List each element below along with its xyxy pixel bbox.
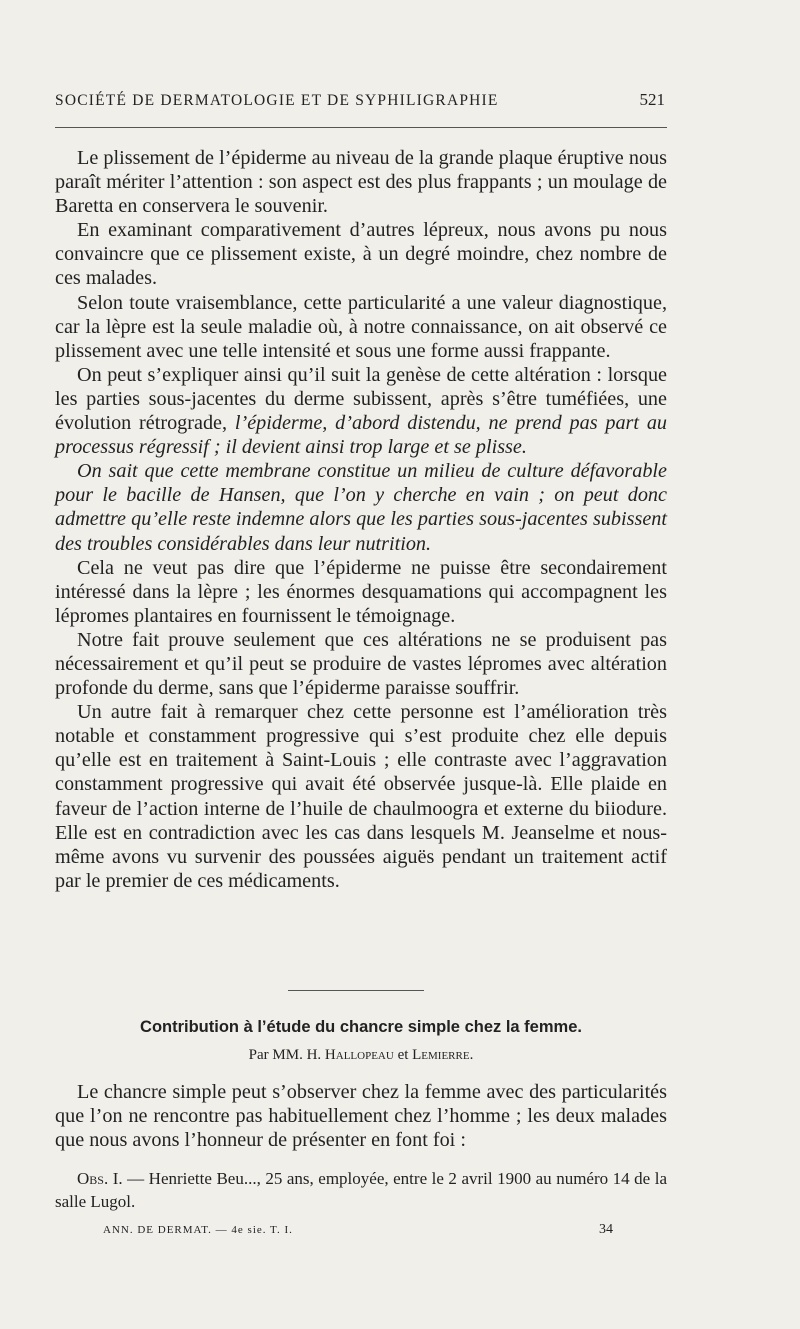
header-rule [55,127,667,128]
section-title: Contribution à l’étude du chancre simple chez la femme. [140,1018,582,1036]
section-intro [55,1080,667,1152]
footer-signature: ANN. DE DERMAT. — 4e sie. T. I. [103,1224,293,1236]
paragraph: Cela ne veut pas dire que l’épiderme ne puisse être secondairement intéressé dans la lèpre ; les énormes desquamations qui accompagnent les lépromes plantaires en fournissent le témoignage. [55,556,667,627]
body-text [55,146,667,893]
observation-paragraph [55,1167,667,1213]
authors-prefix: Par MM. H. [248,1047,322,1063]
authors-conjunction: et [397,1047,409,1063]
sheet-number: 34 [599,1222,613,1237]
paragraph: Notre fait prouve seulement que ces altérations ne se produisent pas nécessairement et qu’il peut se produire de vastes lépromes avec altération profonde du derme, sans que l’épiderme paraisse souffrir. [55,628,667,700]
section-authors [55,1047,667,1064]
paragraph [55,363,667,459]
running-header [55,90,665,114]
paragraph: Le plissement de l’épiderme au niveau de la grande plaque éruptive nous paraît mériter l’attention : son aspect est des plus frappants ; un moulage de Baretta en conservera le souvenir. [55,147,667,218]
author-name: Lemierre. [412,1047,474,1063]
section-divider [288,990,424,991]
paragraph-text: On peut s’expliquer ainsi qu’il suit la genèse de cette altération : lorsque les parties sous-jacentes du derme subissent, après s’être tuméfiées, une évolution rétrograde, [55,363,667,435]
observation [55,1167,667,1213]
paragraph: Un autre fait à remarquer chez cette personne est l’amélioration très notable et constamment progressive qui s’est produite chez elle depuis qu’elle est en traitement à Saint-Louis ; elle contraste avec l’aggravation constamment progressive qui avait été observée jusque-là. Elle plaide en faveur de l’action interne de l’huile de chaulmoogra et externe du biiodure. Elle est en contradiction avec les cas dans lesquels M. Jeanselme et nous-même avons vu survenir des poussées aiguës pendant un traitement actif par le premier de ces médicaments. [55,701,667,892]
paragraph: Le chancre simple peut s’observer chez la femme avec des particularités que l’on ne rencontre pas habituellement chez l’homme ; les deux malades que nous avons l’honneur de présenter en font foi : [55,1081,667,1152]
observation-text: — Henriette Beu..., 25 ans, employée, entre le 2 avril 1900 au numéro 14 de la salle Lugol. [55,1169,667,1211]
observation-label: Obs. I. [77,1169,123,1188]
page-footer [103,1222,613,1238]
paragraph-italic: On sait que cette membrane constitue un milieu de culture défavorable pour le bacille de Hansen, que l’on y cherche en vain ; on peut donc admettre qu’elle reste indemne alors que les parties sous-jacentes subissent des troubles considérables dans leur nutrition. [55,460,667,555]
paragraph: En examinant comparativement d’autres lépreux, nous avons pu nous convaincre que ce plissement existe, à un degré moindre, chez nombre de ces malades. [55,219,667,290]
paragraph: Selon toute vraisemblance, cette particularité a une valeur diagnostique, car la lèpre est la seule maladie où, à notre connaissance, on ait observé ce plissement avec une telle intensité et sous une forme aussi frappante. [55,291,667,362]
running-title: SOCIÉTÉ DE DERMATOLOGIE ET DE SYPHILIGRAPHIE [55,92,499,109]
paragraph-italic-text: l’épiderme, d’abord distendu, ne prend pas part au processus régressif ; il devient ainsi trop large et se plisse. [55,412,668,459]
author-name: Hallopeau [324,1047,394,1063]
page-number: 521 [639,90,665,109]
